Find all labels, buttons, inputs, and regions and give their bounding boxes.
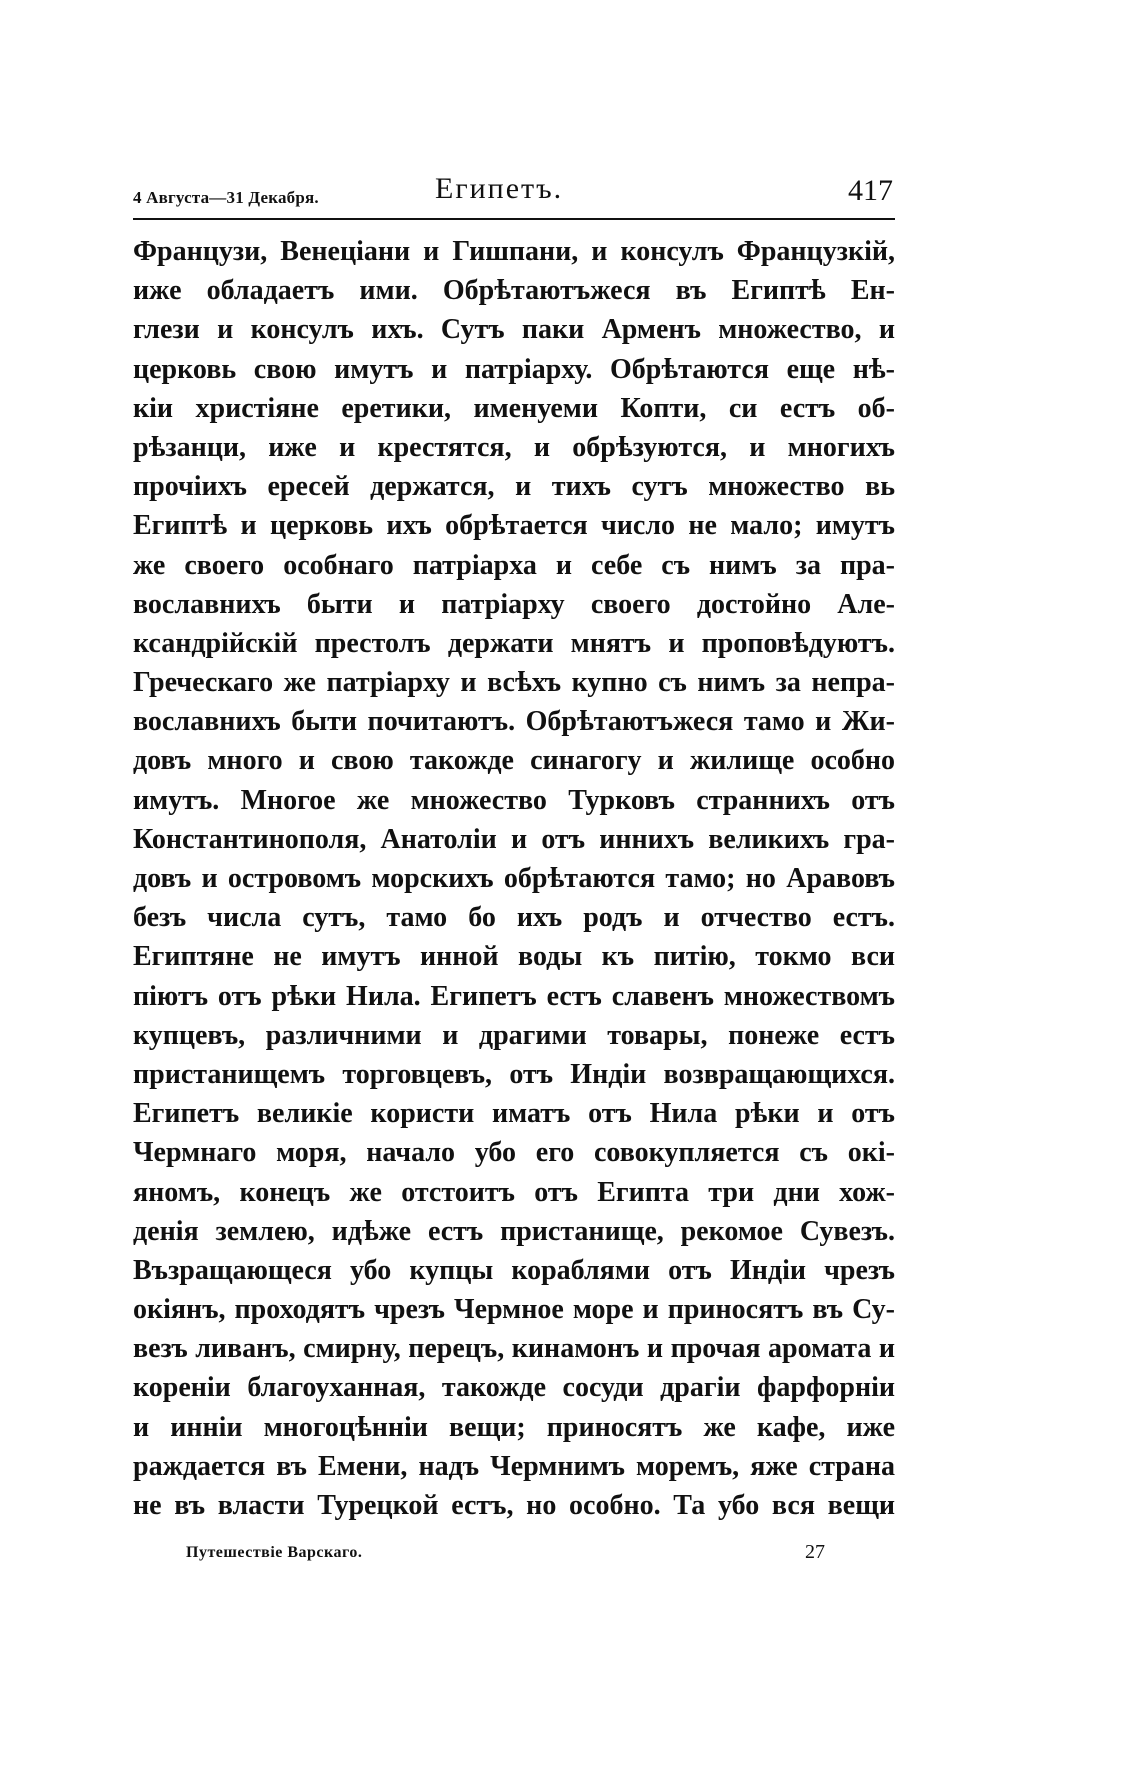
text-line: ксандрійскій престолъ держати мнятъ и проповѣдуютъ. — [133, 627, 895, 659]
text-line: кіи христіяне еретики, именуеми Копти, си естъ об- — [133, 392, 895, 424]
text-line: глези и консулъ ихъ. Сутъ паки Арменъ множество, и — [133, 314, 895, 346]
page-footer — [133, 1541, 895, 1574]
text-line: безъ числа сутъ, тамо бо ихъ родъ и отчество естъ. — [133, 902, 895, 934]
text-line: довъ и островомъ морскихъ обрѣтаются тамо; но Аравовъ — [133, 863, 895, 894]
text-line: яномъ, конецъ же отстоитъ отъ Египта три дни хож- — [133, 1176, 895, 1208]
page-header — [133, 172, 895, 216]
text-line: денія землею, идѣже естъ пристанище, рекомое Сувезъ. — [133, 1215, 895, 1247]
text-line: Чермнаго моря, начало убо его совокупляется съ окі- — [133, 1137, 895, 1169]
sheet-number: 27 — [805, 1541, 825, 1563]
text-line: Възращающеся убо купцы кораблями отъ Индіи чрезъ — [133, 1254, 895, 1286]
text-line: иже обладаетъ ими. Обрѣтаютъжеся въ Египтѣ Ен- — [133, 275, 895, 307]
text-line: вославнихъ быти и патріарху своего достойно Але- — [133, 588, 895, 620]
text-line: піютъ отъ рѣки Нила. Египетъ естъ славенъ множествомъ — [133, 980, 895, 1012]
text-line: прочіихъ ересей держатся, и тихъ сутъ множество вь — [133, 471, 895, 503]
text-line: Французи, Венеціани и Гишпани, и консулъ Французкій, — [133, 236, 895, 267]
text-line: и инніи многоцѣнніи вещи; приносятъ же кафе, иже — [133, 1411, 895, 1443]
text-line: купцевъ, различними и драгими товары, понеже естъ — [133, 1019, 895, 1051]
text-line: не въ власти Турецкой естъ, но особно. Та убо вся вещи — [133, 1490, 895, 1521]
text-line: Египетъ великіе користи иматъ отъ Нила рѣки и отъ — [133, 1098, 895, 1130]
text-line: рѣзанци, иже и крестятся, и обрѣзуются, и многихъ — [133, 431, 895, 463]
text-line: Египтѣ и церковь ихъ обрѣтается число не мало; имутъ — [133, 510, 895, 542]
signature-mark: Путешествіе Варскаго. — [186, 1544, 363, 1561]
text-line: церковь свою имутъ и патріарху. Обрѣтаются еще нѣ- — [133, 353, 895, 385]
body-text — [133, 232, 895, 1525]
page-number: 417 — [848, 174, 893, 207]
text-line: имутъ. Многое же множество Турковъ страннихъ отъ — [133, 784, 895, 816]
text-line: раждается въ Емени, надъ Чермнимъ моремъ, яже страна — [133, 1450, 895, 1482]
text-line: окіянъ, проходятъ чрезъ Чермное море и приносятъ въ Су- — [133, 1294, 895, 1326]
text-line: везъ ливанъ, смирну, перецъ, кинамонъ и прочая аромата и — [133, 1333, 895, 1365]
text-line: же своего особнаго патріарха и себе съ нимъ за пра- — [133, 549, 895, 581]
text-line: пристанищемъ торговцевъ, отъ Индіи возвращающихся. — [133, 1058, 895, 1090]
text-line: Греческаго же патріарху и всѣхъ купно съ нимъ за непра- — [133, 667, 895, 699]
date-range-heading: 4 Августа—31 Декабря. — [133, 188, 319, 207]
running-title: Египетъ. — [435, 172, 564, 205]
text-line: вославнихъ быти почитаютъ. Обрѣтаютъжеся тамо и Жи- — [133, 706, 895, 738]
text-line: Константинополя, Анатоліи и отъ инниxъ великихъ гра- — [133, 823, 895, 855]
text-line: довъ много и свою такожде синагогу и жилище особно — [133, 745, 895, 777]
header-rule — [133, 218, 895, 220]
text-line: кореніи благоуханная, такожде сосуди драгіи фарфорніи — [133, 1372, 895, 1404]
text-line: Египтяне не имутъ инной воды къ питію, токмо вси — [133, 941, 895, 973]
